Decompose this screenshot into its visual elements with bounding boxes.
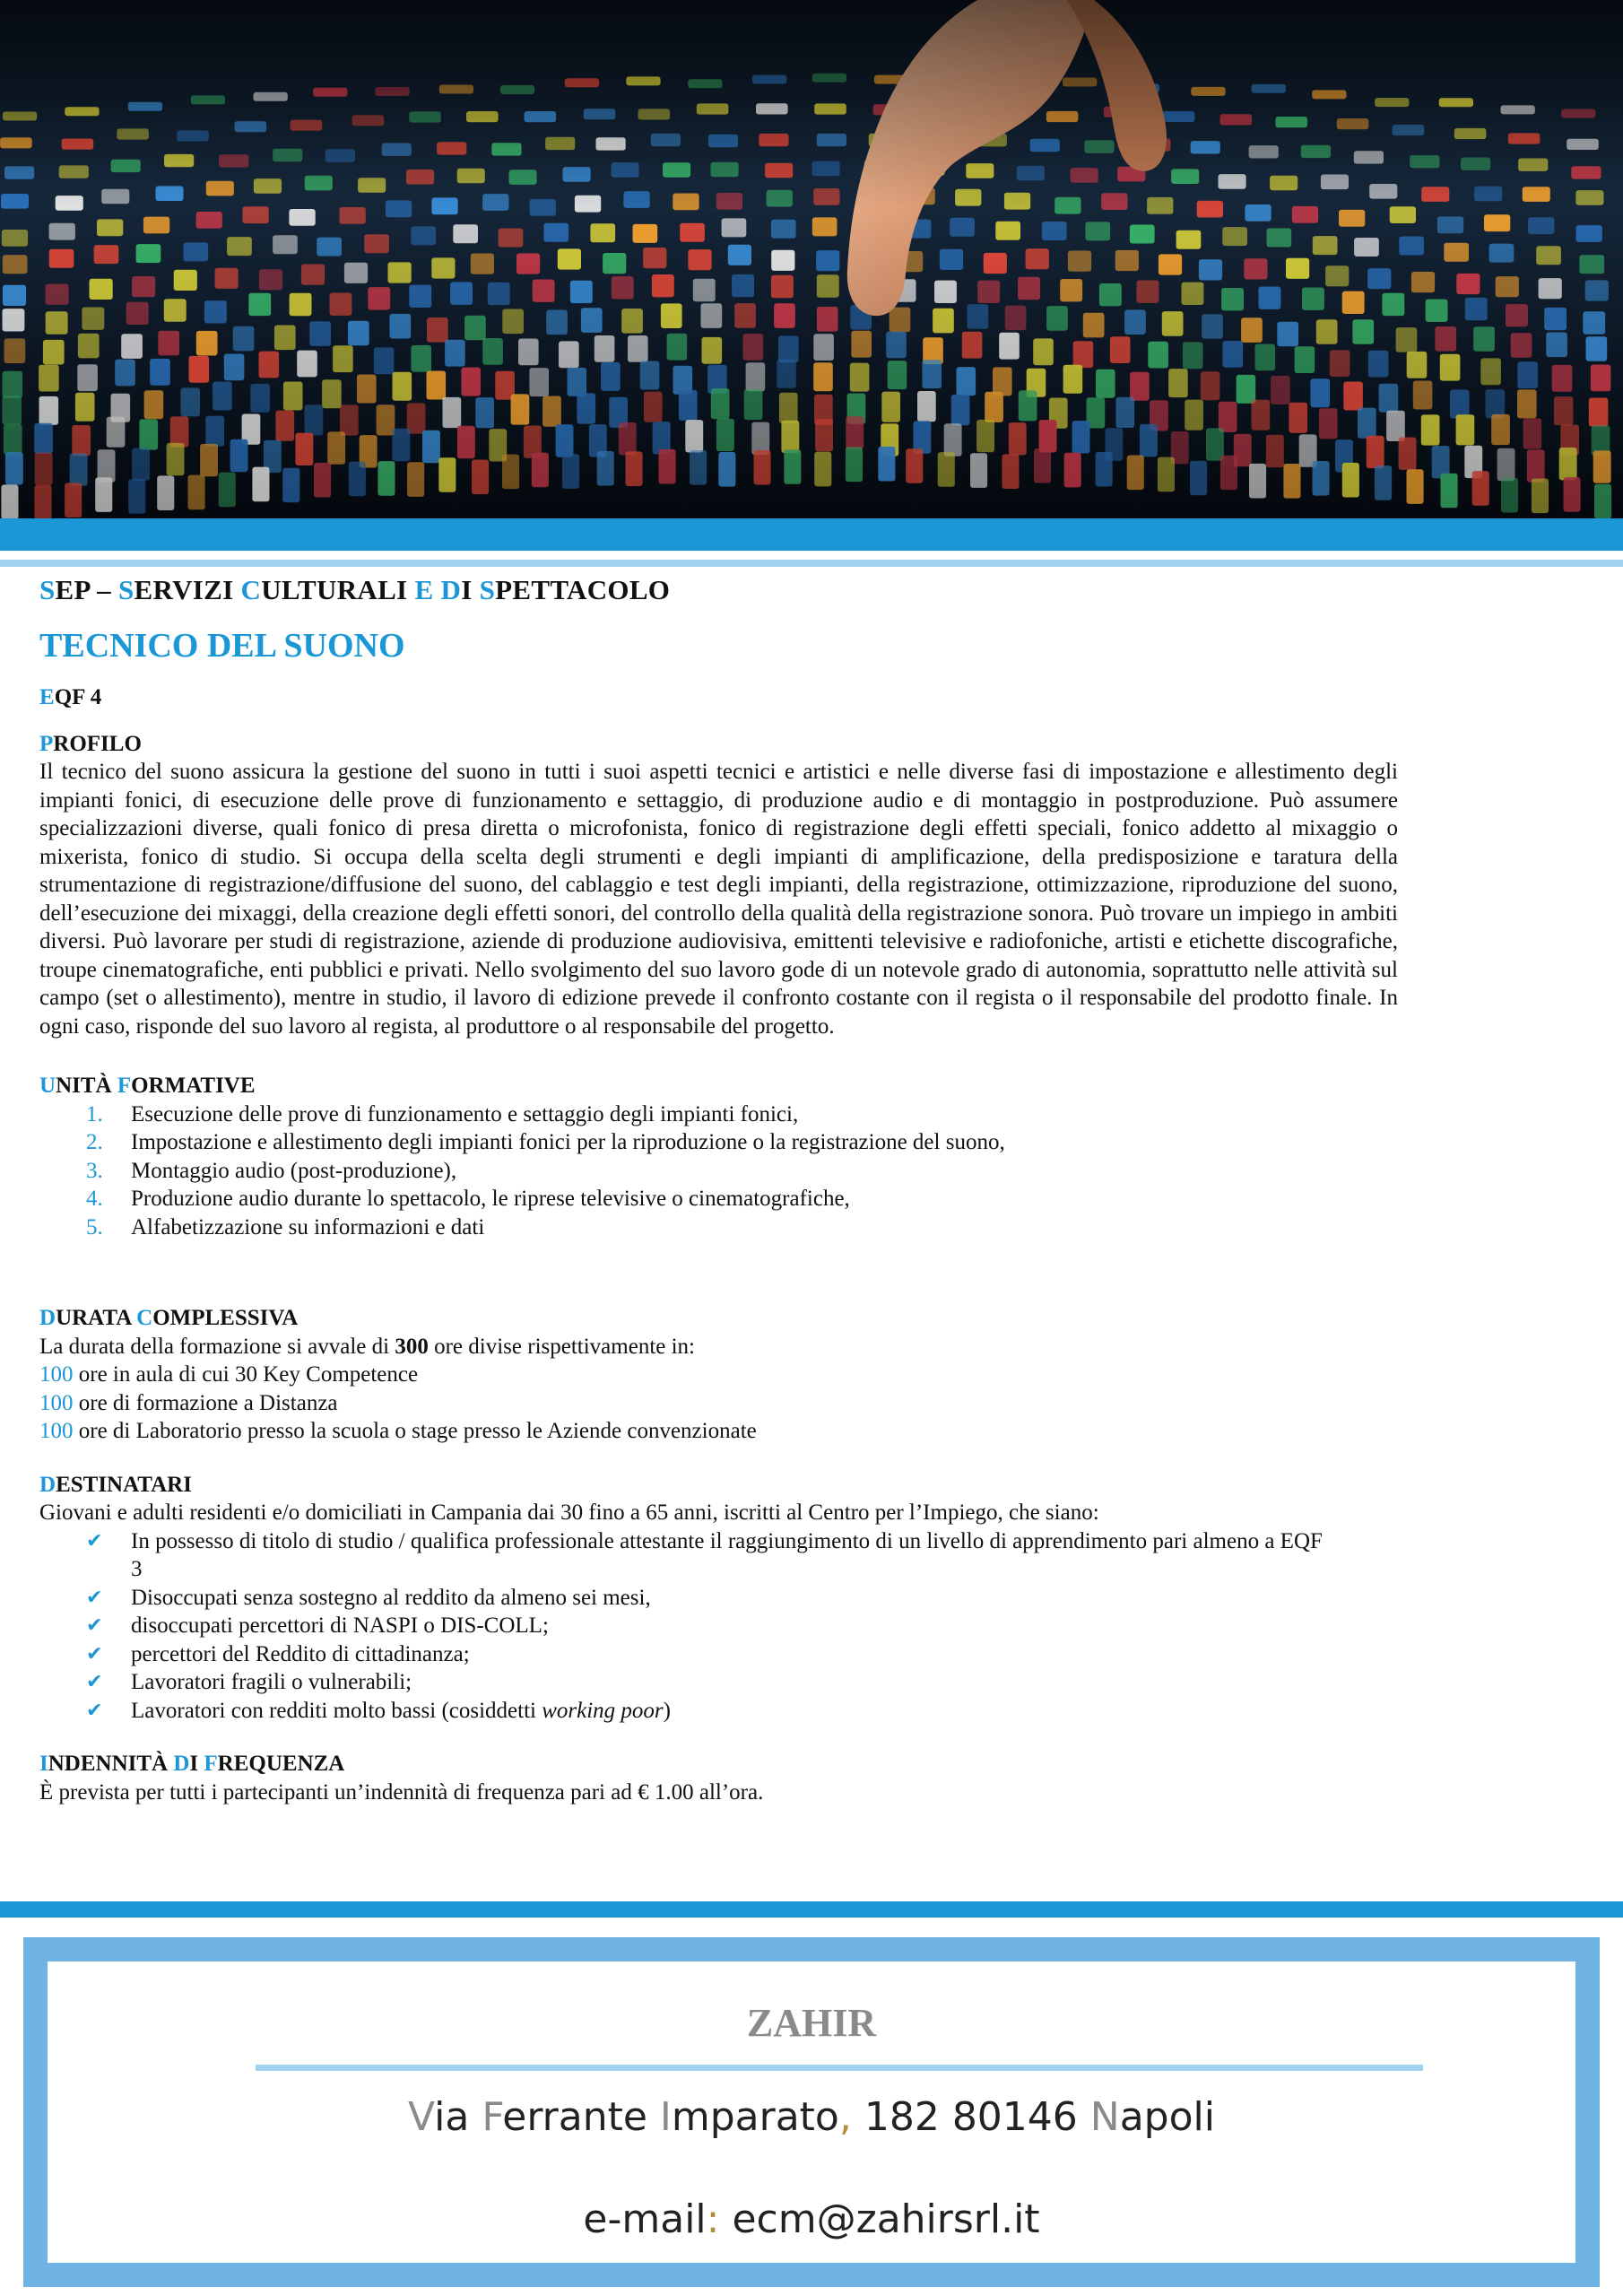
header-thin-band	[0, 560, 1623, 567]
list-item: ✔ disoccupati percettori di NASPI o DIS-COLL;	[86, 1612, 1398, 1640]
header-band	[0, 518, 1623, 551]
profilo-text: Il tecnico del suono assicura la gestione del suono in tutti i suoi aspetti tecnici e artistici e nelle diverse fasi di impostazione e allestimento degli impianti fonici, di esecuzione delle prove di funzionamento e settaggio, di produzione audio e di montaggio in postproduzione. Può assumere specializzazioni diverse, quali fonico di presa diretta o microfonista, fonico di registrazione degli effetti speciali, fonico addetto al mixaggio o mixerista, fonico di studio. Si occupa della scelta degli strumenti e degli impianti di amplificazione, della predisposizione e taratura della strumentazione di registrazione/diffusione del suono, del cablaggio e test degli impianti, della registrazione, ottimizzazione, riproduzione del suono, dell’esecuzione dei mixaggi, della creazione degli effetti sonori, del controllo della qualità della registrazione sonora. Può trovare un impiego in ambiti diversi. Può lavorare per studi di registrazione, aziende di produzione audiovisiva, emittenti televisive e radiofoniche, artisti e etichette discografiche, troupe cinematografiche, enti pubblici e privati. Nello svolgimento del suo lavoro gode di un notevole grado di autonomia, soprattutto nelle attività sul campo (set o allestimento), mentre in studio, il lavoro di edizione prevede il confronto costante con il regista o il responsabile del prodotto finale. In ogni caso, risponde del suo lavoro al regista, al produttore o al responsabile del progetto.	[39, 760, 1398, 1039]
contact-box	[23, 1937, 1600, 2287]
company-name: ZAHIR	[746, 2001, 877, 2045]
list-item: ✔ percettori del Reddito di cittadinanza;	[86, 1640, 1398, 1669]
unita-formative-heading: UNITÀ FORMATIVE	[39, 1074, 256, 1098]
list-item: ✔ Disoccupati senza sostegno al reddito da almeno sei mesi,	[86, 1584, 1398, 1613]
durata-line: 100 ore di Laboratorio presso la scuola o stage presso le Aziende convenzionate	[39, 1419, 757, 1443]
destinatari-heading: DESTINATARI	[39, 1472, 192, 1497]
check-icon: ✔	[86, 1642, 103, 1665]
profilo-heading: PROFILO	[39, 731, 142, 756]
indennita-heading: INDENNITÀ DI FREQUENZA	[39, 1752, 345, 1776]
mixing-console-illustration	[0, 0, 1623, 518]
durata-line: 100 ore in aula di cui 30 Key Competence	[39, 1362, 419, 1387]
divider	[256, 2065, 1423, 2071]
unita-formative-list	[86, 1100, 1398, 1242]
destinatari-intro: Giovani e adulti residenti e/o domiciliati in Campania dai 30 fino a 65 anni, iscritti al Centro per l’Impiego, che siano:	[39, 1500, 1099, 1525]
check-icon: ✔	[86, 1699, 103, 1722]
course-title: TECNICO DEL SUONO	[39, 627, 405, 665]
email-link[interactable]: ecm@zahirsrl.it	[732, 2196, 1040, 2242]
durata-intro: La durata della formazione si avvale di 300 ore divise rispettivamente in:	[39, 1334, 696, 1359]
list-item: ✔ Lavoratori con redditi molto bassi (cosiddetti working poor)	[86, 1697, 1398, 1726]
check-icon: ✔	[86, 1614, 103, 1637]
organization-title: SEP – SERVIZI CULTURALI E DI SPETTACOLO	[39, 574, 671, 605]
list-item: ✔ In possesso di titolo di studio / qualifica professionale attestante il raggiungimento di un livello di apprendimento pari almeno a EQF 3	[86, 1527, 1398, 1584]
hero-photo	[0, 0, 1623, 518]
indennita-text: È prevista per tutti i partecipanti un’indennità di frequenza pari ad € 1.00 all’ora.	[39, 1779, 764, 1805]
eqf-level: EQF 4	[39, 685, 102, 709]
list-item: 2. Impostazione e allestimento degli impianti fonici per la riproduzione o la registrazione del suono,	[86, 1130, 1005, 1154]
document-body	[39, 572, 1398, 1806]
check-icon: ✔	[86, 1671, 103, 1693]
check-icon: ✔	[86, 1529, 103, 1552]
durata-heading: DURATA COMPLESSIVA	[39, 1306, 299, 1330]
list-item: 4. Produzione audio durante lo spettacolo, le riprese televisive o cinematografiche,	[86, 1187, 850, 1211]
footer-band	[0, 1901, 1623, 1918]
list-item: 1. Esecuzione delle prove di funzionamento e settaggio degli impianti fonici,	[86, 1101, 799, 1126]
email-line: e-mail: ecm@zahirsrl.it	[583, 2196, 1040, 2242]
durata-line: 100 ore di formazione a Distanza	[39, 1390, 338, 1415]
destinatari-list	[86, 1527, 1398, 1726]
address: Via Ferrante Imparato, 182 80146 Napoli	[408, 2094, 1215, 2140]
list-item: 5. Alfabetizzazione su informazioni e dati	[86, 1214, 485, 1239]
check-icon: ✔	[86, 1586, 103, 1609]
list-item: 3. Montaggio audio (post-produzione),	[86, 1158, 457, 1183]
list-item: ✔ Lavoratori fragili o vulnerabili;	[86, 1668, 1398, 1697]
